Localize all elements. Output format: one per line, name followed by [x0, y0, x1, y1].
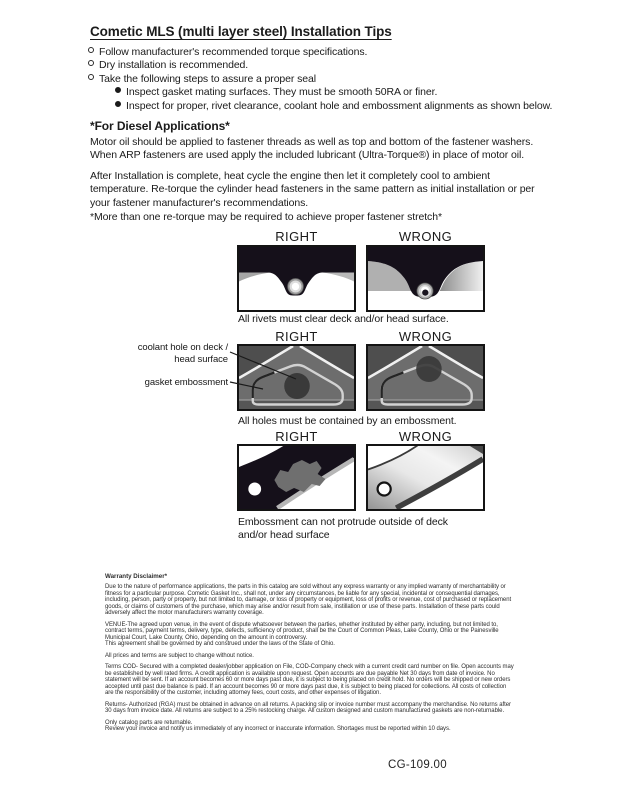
legal-line: Returns- Authorized (RGA) must be obtained in advance on all returns. A packing slip or invoice number must accompany the merchandise. No returns after 30 days from invoice date. All returns are subject to a 25% restocking charge. All custom designed and custom manufactured gaskets are non-returnable. [105, 701, 511, 714]
page-title: Cometic MLS (multi layer steel) Installation Tips [90, 24, 392, 39]
open-bullet-icon [88, 60, 94, 66]
embossment-wrong-drawing [368, 346, 483, 409]
legal-line: Terms COD- Secured with a completed dealer/jobber application on File, COD-Company check with a current credit card number on file. Open accounts may be established by well rated firms. A credit application is available upon request. Open accounts are due payable Net 30 days from date of invoice. No statement will be sent. If an account becomes 60 or more days past due, it is subject to being placed on credit hold. No orders will be shipped or new orders accepted until past due balance is paid. If an account becomes 90 or more days past due, it is subject to being placed for collections. All costs of collection are the responsibility of the customer, including attorney fees, court costs, and other expenses of litigation. [105, 664, 514, 696]
rivet-wrong-drawing [368, 247, 483, 310]
figure2-wrong-label: WRONG [398, 329, 453, 344]
embossment-right-drawing [239, 346, 354, 409]
diesel-applications-heading: *For Diesel Applications* [90, 119, 230, 133]
doc-number: CG-109.00 [388, 759, 447, 771]
filled-bullet-icon [115, 87, 121, 93]
list-item-text: Inspect for proper, rivet clearance, coolant hole and embossment alignments as shown below. [126, 99, 553, 112]
protrude-wrong-drawing [368, 446, 483, 509]
list-item [88, 73, 558, 86]
list-item-text: Inspect gasket mating surfaces. They must be smooth 50RA or finer. [126, 86, 438, 99]
figure2-right-label: RIGHT [275, 329, 318, 344]
list-item [88, 59, 558, 72]
figure3-wrong-label: WRONG [398, 429, 453, 444]
legal-line: Only catalog parts are returnable. [105, 719, 193, 726]
legal-paragraph [105, 622, 515, 648]
legal-paragraph [105, 702, 515, 715]
legal-paragraph [105, 664, 515, 697]
open-bullet-icon [88, 47, 94, 53]
figure-rivet-right [237, 245, 356, 312]
legal-line: Review your invoice and notify us immediately of any incorrect or inaccurate information. Shortages must be reported within 10 days. [105, 726, 451, 732]
figure3-right-label: RIGHT [275, 429, 318, 444]
filled-bullet-icon [115, 101, 121, 107]
warranty-disclaimer-heading: Warranty Disclaimer* [105, 573, 168, 580]
legal-paragraph [105, 720, 515, 733]
installation-tips-list [88, 46, 558, 113]
open-bullet-icon [88, 74, 94, 80]
sub-list-item [88, 100, 558, 113]
retorque-note: *More than one re-torque may be required to achieve proper fastener stretch* [90, 211, 442, 223]
rivet-right-drawing [239, 247, 354, 310]
list-item-text: Follow manufacturer's recommended torque specifications. [99, 46, 368, 58]
legal-paragraph [105, 653, 515, 660]
figure3-caption: Embossment can not protrude outside of deck and/or head surface [238, 516, 448, 541]
legal-line: This agreement shall be governed by and construed under the laws of the State of Ohio. [105, 641, 335, 647]
list-item-text: Dry installation is recommended. [99, 59, 249, 72]
figure1-wrong-label: WRONG [398, 229, 453, 244]
list-item-text: Take the following steps to assure a proper seal [99, 72, 316, 85]
figure1-right-label: RIGHT [275, 229, 318, 244]
list-item [88, 46, 558, 59]
figure-protrude-wrong [366, 444, 485, 511]
figure2-caption: All holes must be contained by an embossment. [238, 415, 457, 427]
paragraph-heat-cycle: After Installation is complete, heat cycle the engine then let it completely cool to ambient temperature. Re-torque the cylinder head fasteners in the same pattern as initial installation or per your fastener manufacturer's recommendations. [90, 170, 535, 209]
figure-protrude-right [237, 444, 356, 511]
callout-gasket-embossment: gasket embossment [144, 377, 228, 388]
legal-line: Due to the nature of performance applications, the parts in this catalog are sold without any express warranty or any implied warranty of merchantability or fitness for a particular purpose. Cometic Gasket Inc., shall not, under any circumstances, be liable for any special, incidental or consequential damages, including, person, party or property, but not limited to, damage, or loss of property or equipment, loss of profits or revenue, cost of purchased or replacement goods, or claims of customers of the purchase, which may arise and/or result from sale, instillation or use of these parts. Installation of these parts could adversely affect the motor manufacturers warranty coverage. [105, 584, 512, 616]
legal-paragraph [105, 584, 515, 617]
figure-rivet-wrong [366, 245, 485, 312]
figure-embossment-right [237, 344, 356, 411]
legal-line: All prices and terms are subject to change without notice. [105, 652, 254, 659]
legal-text [105, 584, 515, 738]
figure-embossment-wrong [366, 344, 485, 411]
legal-line: VENUE-The agreed upon venue, in the event of dispute whatsoever between the parties, whether instituted by either party, including, but not limited to, contract terms, payment terms, delivery, type, defects, sufficiency of product, shall be the Court of Common Pleas, Lake County, Ohio or the Painesville Municipal Court, Lake County, Ohio, depending on the amount in controversy. [105, 621, 499, 641]
protrude-right-drawing [239, 446, 354, 509]
figure1-caption: All rivets must clear deck and/or head surface. [238, 313, 449, 325]
sub-list-item [88, 86, 558, 99]
paragraph-motor-oil: Motor oil should be applied to fastener threads as well as top and bottom of the fastener washers. When ARP fasteners are used apply the included lubricant (Ultra-Torque®) in place of motor oil. [90, 136, 534, 162]
callout-coolant-hole: coolant hole on deck / head surface [137, 342, 228, 365]
